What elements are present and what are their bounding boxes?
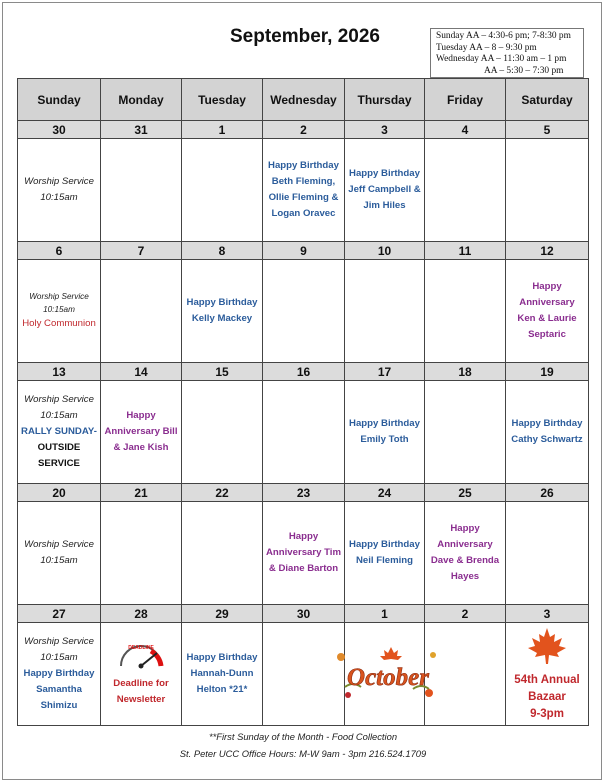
day-cell <box>345 502 425 605</box>
date-number: 3 <box>345 121 425 139</box>
event-line: Anniversary <box>519 297 575 308</box>
event-line: 10:15am <box>40 652 78 663</box>
event-line: Worship Service <box>24 636 94 647</box>
deadline-icon-text: DEADLINE <box>128 645 154 651</box>
day-cell <box>18 260 101 363</box>
event-line: Beth Fleming, <box>271 176 336 187</box>
aa-line: Tuesday AA – 8 – 9:30 pm <box>436 42 537 53</box>
event-line: Samantha <box>36 684 82 695</box>
date-number: 10 <box>345 242 425 260</box>
october-logo <box>333 645 443 705</box>
day-cell <box>506 381 589 484</box>
weekday-header: Monday <box>101 79 182 121</box>
day-cell <box>18 381 101 484</box>
date-number: 1 <box>182 121 263 139</box>
event-line: Jim Hiles <box>363 200 406 211</box>
date-number: 2 <box>263 121 345 139</box>
date-number: 29 <box>182 605 263 623</box>
event-line: Happy Birthday <box>186 297 258 308</box>
event-line: Kelly Mackey <box>191 313 253 324</box>
date-number: 14 <box>101 363 182 381</box>
date-number: 25 <box>425 484 506 502</box>
office-hours-note: St. Peter UCC Office Hours: M-W 9am - 3pm 216.524.1709 <box>179 748 427 759</box>
date-number: 18 <box>425 363 506 381</box>
event-line: Hannah-Dunn <box>190 668 254 679</box>
date-number: 7 <box>101 242 182 260</box>
event-line: Happy <box>288 531 319 542</box>
october-text: October <box>347 664 429 691</box>
event-line: Newsletter <box>116 694 166 705</box>
day-cell <box>18 623 101 726</box>
day-cell <box>425 502 506 605</box>
day-cell <box>182 260 263 363</box>
date-number: 30 <box>18 121 101 139</box>
event-line: Anniversary Bill <box>104 426 178 437</box>
event-line: SERVICE <box>38 458 80 469</box>
day-cell <box>345 139 425 242</box>
day-cell <box>506 623 589 726</box>
date-number: 27 <box>18 605 101 623</box>
event-line: Holy Communion <box>22 318 96 329</box>
date-number-row <box>18 484 589 502</box>
week-row <box>18 139 589 242</box>
date-number: 16 <box>263 363 345 381</box>
day-cell <box>506 139 589 242</box>
event-line: Septaric <box>528 329 566 340</box>
week-row <box>18 623 589 726</box>
date-number: 9 <box>263 242 345 260</box>
calendar-body <box>18 121 589 726</box>
date-number: 6 <box>18 242 101 260</box>
event-line: Neil Fleming <box>355 555 414 566</box>
event-line: Worship Service <box>29 292 89 301</box>
day-cell <box>101 260 182 363</box>
date-number: 26 <box>506 484 589 502</box>
weekday-header: Saturday <box>506 79 589 121</box>
day-cell <box>182 623 263 726</box>
day-cell <box>263 139 345 242</box>
day-cell <box>425 139 506 242</box>
event-line: Happy Birthday <box>186 652 258 663</box>
aa-line: Wednesday AA – 11:30 am – 1 pm <box>436 54 567 65</box>
date-number: 19 <box>506 363 589 381</box>
day-cell <box>18 139 101 242</box>
week-row <box>18 381 589 484</box>
date-number: 21 <box>101 484 182 502</box>
event-line: Ken & Laurie <box>517 313 577 324</box>
event-line: Ollie Fleming & <box>268 192 339 203</box>
event-line: Jeff Campbell & <box>348 184 421 195</box>
event-line: Happy Birthday <box>23 668 95 679</box>
date-number-row <box>18 363 589 381</box>
event-line: 10:15am <box>40 192 78 203</box>
event-line: Happy Birthday <box>511 418 583 429</box>
date-number: 8 <box>182 242 263 260</box>
date-number-row <box>18 242 589 260</box>
day-cell <box>101 139 182 242</box>
event-line: Anniversary <box>437 539 493 550</box>
event-line: Emily Toth <box>360 434 409 445</box>
date-number: 17 <box>345 363 425 381</box>
day-cell <box>345 381 425 484</box>
date-number: 4 <box>425 121 506 139</box>
event-line: 10:15am <box>43 305 75 314</box>
food-collection-note: **First Sunday of the Month - Food Collection <box>208 731 398 742</box>
calendar-title: September, 2026 <box>230 26 380 47</box>
day-cell <box>263 381 345 484</box>
event-line: Shimizu <box>40 700 78 711</box>
day-cell <box>182 139 263 242</box>
day-cell <box>101 502 182 605</box>
event-line: Happy Birthday <box>349 418 420 429</box>
date-number: 23 <box>263 484 345 502</box>
event-line: 10:15am <box>40 410 78 421</box>
weekday-header: Tuesday <box>182 79 263 121</box>
calendar-grid <box>17 78 589 726</box>
event-line: Hayes <box>450 571 480 582</box>
day-cell <box>425 381 506 484</box>
event-line: Happy <box>450 523 480 534</box>
weekday-header: Friday <box>425 79 506 121</box>
date-number: 30 <box>263 605 345 623</box>
date-number: 22 <box>182 484 263 502</box>
event-line: Dave & Brenda <box>430 555 500 566</box>
day-cell <box>182 381 263 484</box>
event-line: Deadline for <box>113 678 169 689</box>
event-line: Worship Service <box>24 394 94 405</box>
aa-line: AA – 5:30 – 7:30 pm <box>484 65 564 76</box>
day-cell <box>425 260 506 363</box>
day-cell <box>182 502 263 605</box>
date-number: 1 <box>345 605 425 623</box>
event-line: Worship Service <box>24 539 94 550</box>
event-line: Bazaar <box>528 690 566 703</box>
aa-line: Sunday AA – 4:30-6 pm; 7-8:30 pm <box>436 31 571 41</box>
event-line: 54th Annual <box>514 673 580 686</box>
week-row <box>18 260 589 363</box>
day-cell <box>506 260 589 363</box>
day-cell <box>506 502 589 605</box>
day-cell <box>18 502 101 605</box>
event-line: Happy Birthday <box>349 539 420 550</box>
event-line: Helton *21* <box>196 684 248 695</box>
weekday-header: Sunday <box>18 79 101 121</box>
date-number: 28 <box>101 605 182 623</box>
event-line: Logan Oravec <box>271 208 336 219</box>
date-number-row <box>18 605 589 623</box>
day-cell <box>263 260 345 363</box>
event-line: OUTSIDE <box>37 442 81 453</box>
event-line: Anniversary Tim <box>265 547 341 558</box>
date-number: 20 <box>18 484 101 502</box>
weekday-header: Thursday <box>345 79 425 121</box>
event-line: Happy <box>532 281 562 292</box>
aa-schedule-box <box>430 28 584 78</box>
date-number: 24 <box>345 484 425 502</box>
day-cell <box>263 502 345 605</box>
date-number: 13 <box>18 363 101 381</box>
date-number: 2 <box>425 605 506 623</box>
event-line: Happy Birthday <box>349 168 420 179</box>
deadline-meter-icon <box>116 640 166 676</box>
date-number: 5 <box>506 121 589 139</box>
date-number: 12 <box>506 242 589 260</box>
event-line: Happy <box>126 410 156 421</box>
day-cell <box>101 623 182 726</box>
date-number-row <box>18 121 589 139</box>
event-line: & Jane Kish <box>113 442 169 453</box>
date-number: 15 <box>182 363 263 381</box>
day-cell <box>345 623 429 726</box>
event-line: & Diane Barton <box>268 563 339 574</box>
date-number: 31 <box>101 121 182 139</box>
day-cell <box>101 381 182 484</box>
date-number: 11 <box>425 242 506 260</box>
maple-leaf-icon <box>526 626 568 672</box>
event-line: 9-3pm <box>530 707 564 720</box>
event-line: Cathy Schwartz <box>511 434 583 445</box>
weekday-header-row <box>18 79 589 121</box>
event-line: Worship Service <box>24 176 94 187</box>
event-line: Happy Birthday <box>268 160 339 171</box>
week-row <box>18 502 589 605</box>
event-line: 10:15am <box>40 555 78 566</box>
event-line: RALLY SUNDAY- <box>21 426 97 437</box>
day-cell <box>345 260 425 363</box>
weekday-header: Wednesday <box>263 79 345 121</box>
date-number: 3 <box>506 605 589 623</box>
